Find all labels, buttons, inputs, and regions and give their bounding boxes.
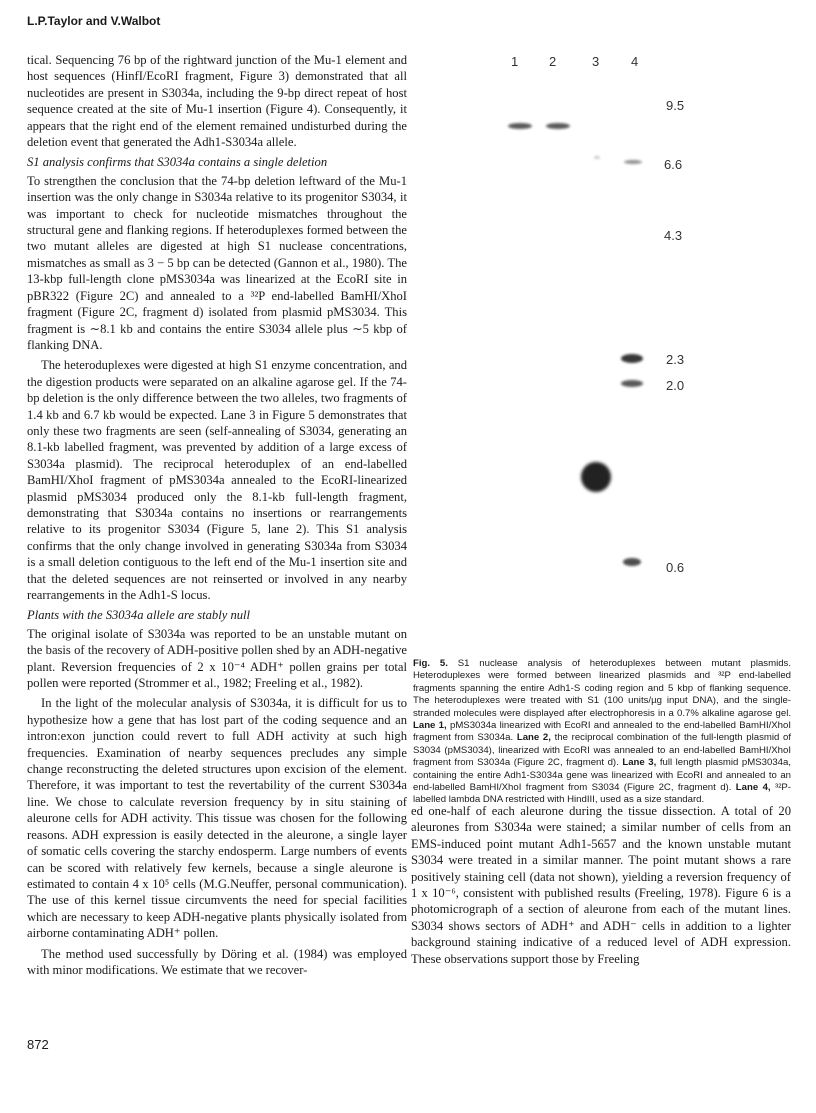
caption-lane-label: Lane 3, bbox=[622, 757, 657, 769]
running-head: L.P.Taylor and V.Walbot bbox=[27, 14, 161, 28]
lane-label: 2 bbox=[549, 54, 557, 69]
paragraph: To strengthen the conclusion that the 74-bp deletion leftward of the Mu-1 insertion was the only change in S3034a relative to its progenitor S3034, it was important to check for nucleotide mismatches throughout the structural gene and flanking regions. If heteroduplexes formed between the two mutant alleles are digested at high S1 nuclease concentrations, mismatches as small as 3 − 5 bp can be detected (Gannon et al., 1980). The 13-kbp full-length clone pMS3034a was linearized at the EcoRI site in pBR322 (Figure 2C) and annealed to a ³²P end-labelled BamHI/XhoI fragment (Figure 2C, fragment d) isolated from plasmid pMS3034. This fragment is ∼8.1 kb and contains the entire S3034 allele plus ∼5 kbp of flanking DNA. bbox=[27, 173, 407, 352]
left-column bbox=[27, 52, 407, 982]
lane-label: 3 bbox=[592, 54, 600, 69]
caption-lane-label: Lane 1, bbox=[413, 720, 447, 732]
gel-band bbox=[623, 558, 641, 566]
caption-text: full length plasmid pMS3034a, containing the entire Adh1-S3034a gene was linearized with EcoRI and annealed to an end-labelled BamHI/XhoI fragment from S3034 (Figure 2C, fragment d). bbox=[413, 757, 791, 794]
paragraph: The method used successfully by Döring et al. (1984) was employed with minor modifications. We estimate that we recover- bbox=[27, 946, 407, 977]
gel-band bbox=[546, 123, 570, 129]
right-column bbox=[411, 803, 791, 967]
figure-caption bbox=[413, 658, 791, 807]
size-marker-label: 9.5 bbox=[666, 98, 685, 113]
gel-band bbox=[594, 156, 600, 159]
size-marker-label: 0.6 bbox=[666, 560, 685, 575]
size-marker-label: 4.3 bbox=[664, 228, 683, 243]
size-marker-label: 6.6 bbox=[664, 157, 683, 172]
paragraph: ed one-half of each aleurone during the tissue dissection. A total of 20 aleurones from S3034a were stained; a similar number of cells from an EMS-induced point mutant Adh1-5657 and the known unstable mutant S3034 were treated in a similar manner. The point mutant shows a rare positively staining cell (data not shown), yielding a reversion frequency of 1 x 10⁻⁶, consistent with published results (Freeling, 1978). Figure 6 is a photomicrograph of a section of aleurone from each of the mutant lines. S3034 shows sectors of ADH⁺ and ADH⁻ cells in addition to a lighter background staining indicative of a reduced level of ADH expression. These observations support those by Freeling bbox=[411, 804, 791, 966]
size-marker-label: 2.3 bbox=[666, 352, 685, 367]
size-marker-label: 2.0 bbox=[666, 378, 685, 393]
paragraph: The heteroduplexes were digested at high S1 enzyme concentration, and the digestion products were separated on an alkaline agarose gel. If the 74-bp deletion is the only difference between the two alleles, two fragments of 1.4 kb and 6.7 kb would be expected. Lane 3 in Figure 5 demonstrates that only these two fragments are seen (self-annealing of S3034, generating an 8.1-kb labelled fragment, was prevented by addition of a large excess of S3034a plasmid). The reciprocal heteroduplex of an end-labelled BamHI/XhoI fragment of pMS3034a annealed to the EcoRI-linearized plasmid pMS3034 produced only the 8.1-kb full-length fragment, demonstrating that S3034a contains no insertions or rearrangements relative to its progenitor S3034 (Figure 5, lane 2). This S1 analysis confirms that the only change involved in generating S3034a from S3034 is a small deletion contiguous to the left end of the Mu-1 insertion site and that the deleted sequences are not reinserted or involved in any nearby rearrangements in the Adh1-S locus. bbox=[27, 358, 407, 602]
gel-band bbox=[581, 462, 611, 492]
section-heading: Plants with the S3034a allele are stably null bbox=[27, 608, 251, 623]
gel-band bbox=[508, 123, 532, 129]
paragraph: In the light of the molecular analysis of S3034a, it is difficult for us to hypothesize how a gene that has lost part of the coding sequence and an intron:exon junction could revert to full ADH activity at such high frequencies. Examination of nearby sequences precludes any simple change reconstructing the deleted structures upon excision of the element. Therefore, it was important to test the revertability of the current S3034a line. We chose to calculate reversion frequency by in situ staining of aleurone cells for ADH activity. This tissue was chosen for the following reasons. ADH expression is easily detected in the aleurone, a single layer of somatic cells covering the starchy endosperm. Large numbers of events can be scored with relatively few kernels, because a single aleurone is estimated to contain 4 x 10⁵ cells (M.G.Neuffer, personal communication). The use of this kernel tissue circumvents the need for special facilities which are necessary to keep ADH-negative plants physically isolated from airborne contaminating ADH⁺ pollen. bbox=[27, 696, 407, 941]
caption-title: Fig. 5. bbox=[413, 658, 448, 669]
gel-figure bbox=[470, 40, 800, 640]
lane-label: 4 bbox=[631, 54, 639, 69]
caption-text: ³²P-labelled lambda DNA restricted with HindIII, used as a size standard. bbox=[413, 782, 791, 806]
caption-text: the reciprocal combination of the full-length plasmid of S3034 (pMS3034), linearized with EcoRI was annealed to an end-labelled BamHI/XhoI fragment from S3034a (Figure 2C, fragment d). bbox=[413, 732, 792, 769]
gel-band bbox=[624, 160, 642, 164]
paragraph: The original isolate of S3034a was reported to be an unstable mutant on the basis of the recovery of ADH-positive pollen shed by an ADH-negative plant. Reversion frequencies of 2 x 10⁻⁴ ADH⁺ pollen grains per total pollen were reported (Strommer et al., 1982; Freeling et al., 1982). bbox=[27, 626, 407, 691]
page-number: 872 bbox=[27, 1037, 49, 1052]
gel-band bbox=[621, 380, 643, 387]
caption-lane-label: Lane 2, bbox=[516, 732, 551, 744]
caption-lane-label: Lane 4, bbox=[735, 782, 771, 794]
caption-text: pMS3034a linearized with EcoRI and annealed to the end-labelled BamHI/XhoI fragment from S3034a. bbox=[413, 720, 792, 744]
lane-label: 1 bbox=[511, 54, 519, 69]
caption-text: S1 nuclease analysis of heteroduplexes between mutant plasmids. Heteroduplexes were formed between linearized plasmids and ³²P end-labelled fragments spanning the entire Adh1-S coding region and 5 kbp of flanking sequence. The heteroduplexes were treated with S1 (100 units/µg input DNA), and the single-stranded molecules were displayed after electrophoresis in a 0.7% alkaline agarose gel. bbox=[413, 658, 792, 719]
section-heading: S1 analysis confirms that S3034a contains a single deletion bbox=[27, 155, 328, 170]
paragraph: tical. Sequencing 76 bp of the rightward junction of the Mu-1 element and host sequences (HinfI/EcoRI fragment, Figure 3) demonstrated that all nucleotides are present in S3034a, including the 9-bp direct repeat of host sequence created at the site of Mu-1 insertion (Figure 4). Consequently, it appears that the right end of the element remained undisturbed during the deletion event that generated the Adh1-S3034a allele. bbox=[27, 53, 407, 150]
gel-band bbox=[621, 354, 643, 363]
